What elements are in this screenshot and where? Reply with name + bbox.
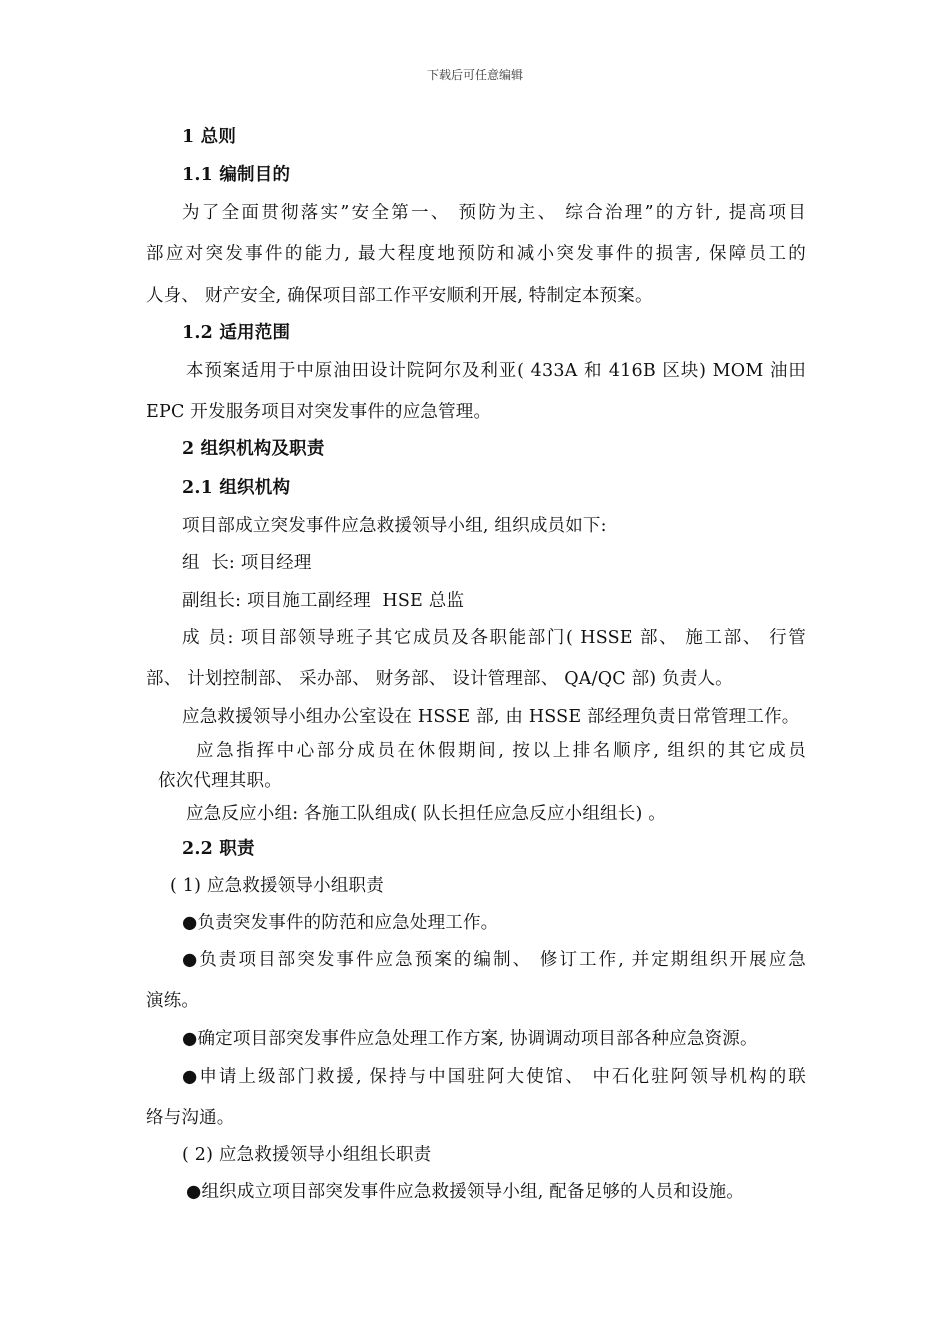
subsection-heading: 1.1 编制目的 bbox=[182, 165, 291, 185]
paragraph-line: 人身、 财产安全, 确保项目部工作平安顺利开展, 特制定本预案。 bbox=[146, 286, 653, 306]
paragraph-line: ( 2) 应急救援领导小组组长职责 bbox=[182, 1145, 432, 1165]
paragraph-line: 演练。 bbox=[146, 991, 200, 1011]
paragraph-line: 络与沟通。 bbox=[146, 1108, 235, 1128]
bullet-item: ●确定项目部突发事件应急处理工作方案, 协调调动项目部各种应急资源。 bbox=[182, 1029, 758, 1049]
paragraph-line: 部、 计划控制部、 采办部、 财务部、 设计管理部、 QA/QC 部) 负责人。 bbox=[146, 669, 733, 689]
paragraph-line: 副组长: 项目施工副经理 HSE 总监 bbox=[182, 591, 465, 611]
paragraph-line: 组 长: 项目经理 bbox=[182, 553, 312, 573]
paragraph-line: ( 1) 应急救援领导小组职责 bbox=[170, 876, 384, 896]
subsection-heading: 2.2 职责 bbox=[182, 839, 255, 859]
bullet-item: ●申请上级部门救援, 保持与中国驻阿大使馆、 中石化驻阿领导机构的联 bbox=[182, 1067, 806, 1087]
paragraph-line: 部应对突发事件的能力, 最大程度地预防和减小突发事件的损害, 保障员工的 bbox=[146, 244, 806, 264]
paragraph-line: EPC 开发服务项目对突发事件的应急管理。 bbox=[146, 402, 492, 422]
paragraph-line: 依次代理其职。 bbox=[158, 771, 282, 791]
bullet-item: ●组织成立项目部突发事件应急救援领导小组, 配备足够的人员和设施。 bbox=[186, 1182, 744, 1202]
subsection-heading: 1.2 适用范围 bbox=[182, 323, 291, 343]
page-header: 下载后可任意编辑 bbox=[426, 68, 523, 82]
paragraph-line: 本预案适用于中原油田设计院阿尔及利亚( 433A 和 416B 区块) MOM 油田 bbox=[186, 361, 806, 381]
section-heading: 2 组织机构及职责 bbox=[182, 439, 325, 459]
paragraph-line: 应急反应小组: 各施工队组成( 队长担任应急反应小组组长) 。 bbox=[186, 804, 666, 824]
paragraph-line: 成 员: 项目部领导班子其它成员及各职能部门( HSSE 部、 施工部、 行管 bbox=[182, 628, 806, 648]
paragraph-line: 项目部成立突发事件应急救援领导小组, 组织成员如下: bbox=[182, 516, 607, 536]
section-heading: 1 总则 bbox=[182, 127, 237, 147]
bullet-item: ●负责项目部突发事件应急预案的编制、 修订工作, 并定期组织开展应急 bbox=[182, 950, 806, 970]
paragraph-line: 应急救援领导小组办公室设在 HSSE 部, 由 HSSE 部经理负责日常管理工作。 bbox=[182, 707, 800, 727]
subsection-heading: 2.1 组织机构 bbox=[182, 478, 291, 498]
bullet-item: ●负责突发事件的防范和应急处理工作。 bbox=[182, 913, 499, 933]
paragraph-line: 为了全面贯彻落实”安全第一、 预防为主、 综合治理”的方针, 提高项目 bbox=[182, 203, 806, 223]
paragraph-line: 应急指挥中心部分成员在休假期间, 按以上排名顺序, 组织的其它成员 bbox=[196, 741, 806, 761]
